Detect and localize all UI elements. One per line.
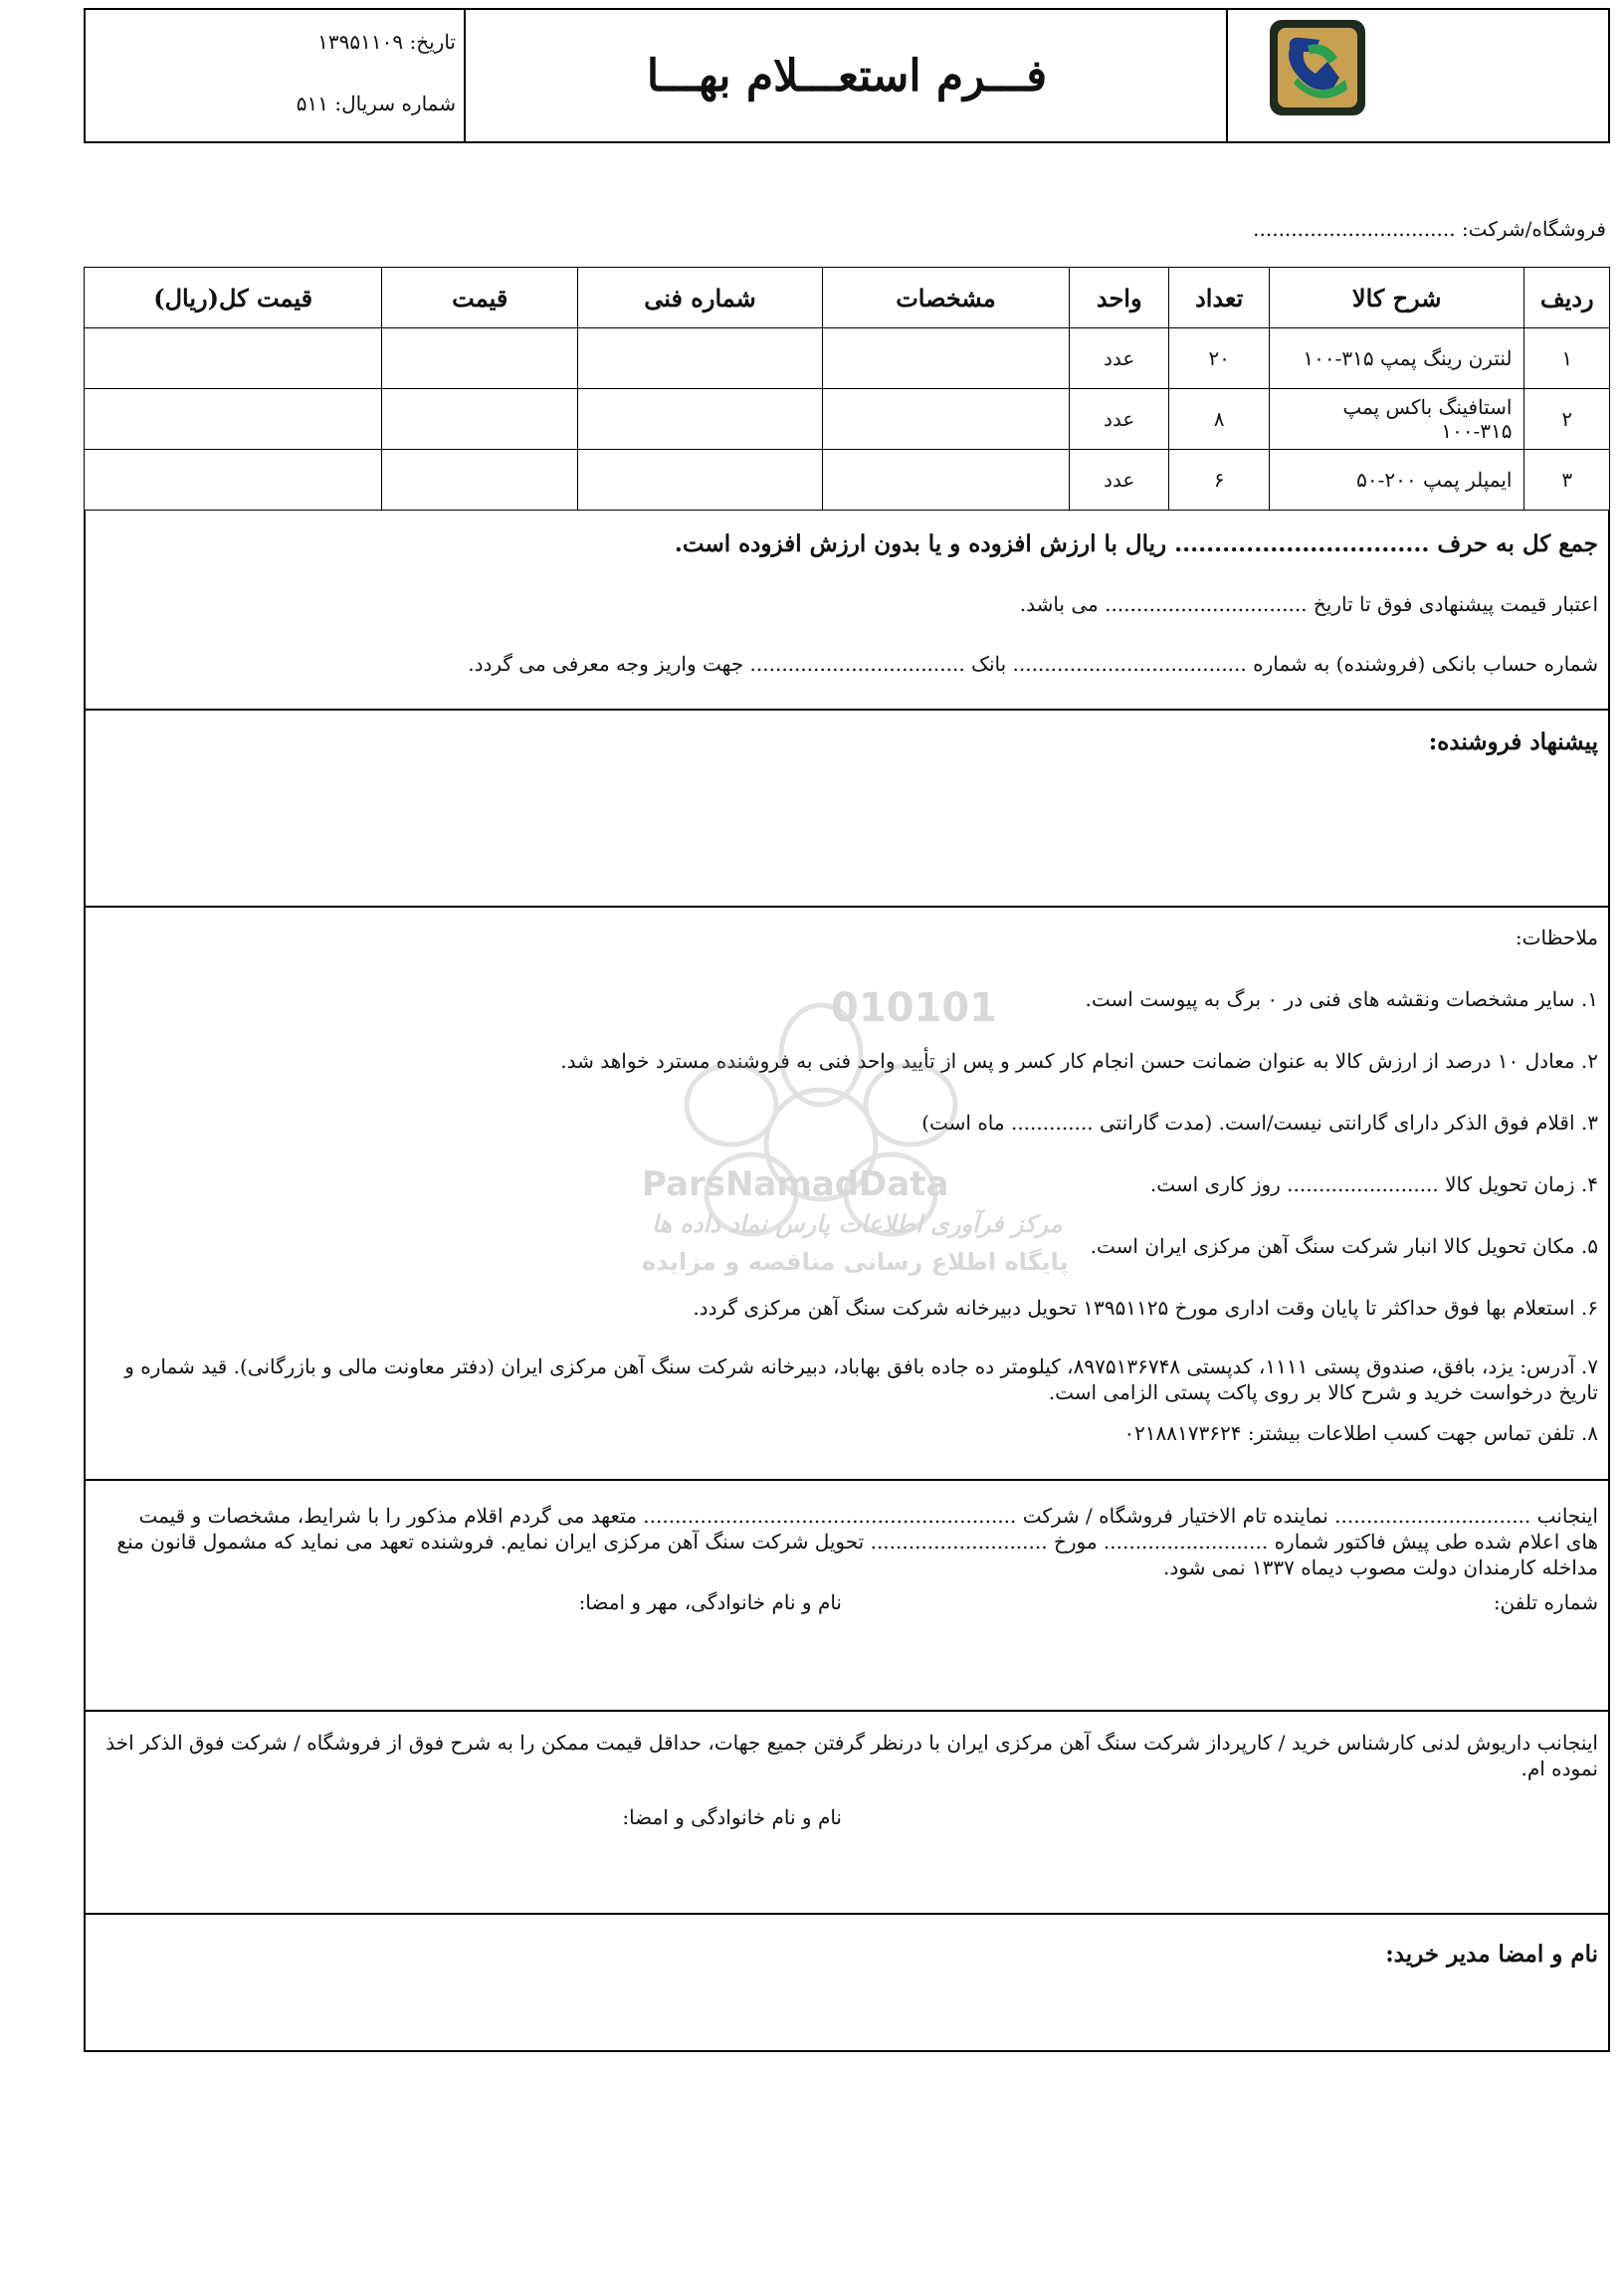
expert-signature[interactable]: نام و نام خانوادگی و امضا: — [622, 1805, 842, 1829]
meta-cell — [86, 10, 468, 141]
item-specs-cell[interactable] — [822, 328, 1069, 389]
company-line[interactable]: فروشگاه/شرکت: ................................ — [1253, 217, 1606, 241]
table-header-row — [85, 268, 1610, 328]
header-quantity: تعداد — [1169, 268, 1269, 328]
table-row — [85, 450, 1610, 511]
expert-text: اینجانب داریوش لدنی کارشناس خرید / کارپرداز شرکت سنگ آهن مرکزی ایران با درنظر گرفتن جمیع جهات، حداقل قیمت ممکن را به شرح فوق از فروشگاه / شرکت فوق الذکر اخذ نموده ام. — [105, 1731, 1598, 1780]
totals-section — [84, 511, 1610, 711]
header-price: قیمت — [382, 268, 578, 328]
row-number: ۲ — [1524, 389, 1610, 450]
note-item: ۳. اقلام فوق الذکر دارای گارانتی نیست/است. (مدت گارانتی ............. ماه است) — [921, 1111, 1598, 1135]
table-row — [85, 328, 1610, 389]
title-cell — [464, 10, 1228, 141]
form-title: فـــرم استعـــلام بهـــا — [646, 50, 1048, 102]
watermark-digits: 010101 — [831, 985, 997, 1031]
logo-cell — [1226, 10, 1608, 141]
item-specs-cell[interactable] — [822, 389, 1069, 450]
note-item: ۲. معادل ۱۰ درصد از ارزش کالا به عنوان ضمانت حسن انجام کار کسر و پس از تأیید واحد فنی به فروشنده مسترد خواهد شد. — [560, 1049, 1598, 1073]
item-unit: عدد — [1069, 328, 1168, 389]
header-description: شرح کالا — [1269, 268, 1524, 328]
sum-in-words[interactable]: جمع کل به حرف ................................ ریال با ارزش افزوده و یا بدون ارزش افزوده است. — [674, 530, 1598, 557]
row-number: ۱ — [1524, 328, 1610, 389]
item-description: ایمپلر پمپ ۲۰۰-۵۰ — [1269, 450, 1524, 511]
row-number: ۳ — [1524, 450, 1610, 511]
watermark — [632, 985, 1069, 1304]
item-description: لنترن رینگ پمپ ۳۱۵-۱۰۰ — [1269, 328, 1524, 389]
item-specs-cell[interactable] — [822, 450, 1069, 511]
item-description: استافینگ باکس پمپ ۳۱۵-۱۰۰ — [1269, 389, 1524, 450]
item-price-cell[interactable] — [382, 450, 578, 511]
pledge-text[interactable]: اینجانب ............................... نماینده تام الاختیار فروشگاه / شرکت ........................................................... متعهد می گردم اقلام مذکور را با شرایط، مشخصات و قیمت های اعلام شده طی پیش فاکتور شماره .......................... مورخ ............................ تحویل شرکت سنگ آهن مرکزی ایران نمایم. فروشنده تعهد می نماید که مشمول قانون منع مداخله کارمندان دولت مصوب دیماه ۱۳۳۷ نمی شود. — [116, 1504, 1598, 1579]
company-logo-icon — [1268, 18, 1367, 117]
note-item: ۵. مکان تحویل کالا انبار شرکت سنگ آهن مرکزی ایران است. — [1090, 1234, 1598, 1258]
watermark-brand: ParsNamadData — [642, 1164, 949, 1204]
note-item: ۸. تلفن تماس جهت کسب اطلاعات بیشتر: ۰۲۱۸۸۱۷۳۶۲۴ — [1123, 1421, 1598, 1445]
item-tech-number-cell[interactable] — [578, 450, 823, 511]
item-total-cell[interactable] — [85, 450, 382, 511]
watermark-line1: مرکز فرآوری اطلاعات پارس نماد داده ها — [652, 1210, 1063, 1238]
item-price-cell[interactable] — [382, 328, 578, 389]
pledge-section — [84, 1481, 1610, 1712]
purchase-manager-section[interactable] — [84, 1915, 1610, 2052]
item-unit: عدد — [1069, 389, 1168, 450]
item-price-cell[interactable] — [382, 389, 578, 450]
header-specs: مشخصات — [822, 268, 1069, 328]
note-item: ۶. استعلام بها فوق حداکثر تا پایان وقت اداری مورخ ۱۳۹۵۱۱۲۵ تحویل دبیرخانه شرکت سنگ آهن مرکزی گردد. — [693, 1296, 1598, 1320]
date-label: تاریخ: ۱۳۹۵۱۱۰۹ — [317, 30, 456, 54]
header-tech-number: شماره فنی — [578, 268, 823, 328]
item-quantity: ۸ — [1169, 389, 1269, 450]
table-row — [85, 389, 1610, 450]
price-validity[interactable]: اعتبار قیمت پیشنهادی فوق تا تاریخ ................................ می باشد. — [1019, 592, 1598, 616]
item-total-cell[interactable] — [85, 328, 382, 389]
item-quantity: ۶ — [1169, 450, 1269, 511]
item-tech-number-cell[interactable] — [578, 389, 823, 450]
pledge-phone[interactable]: شماره تلفن: — [1493, 1590, 1598, 1614]
item-quantity: ۲۰ — [1169, 328, 1269, 389]
header-unit: واحد — [1069, 268, 1168, 328]
note-item: ۷. آدرس: یزد، بافق، صندوق پستی ۱۱۱۱، کدپستی ۸۹۷۵۱۳۶۷۴۸، کیلومتر ده جاده بافق بهاباد، دبیرخانه شرکت سنگ آهن مرکزی ایران (دفتر معاونت مالی و بازرگانی). قید شماره و تاریخ درخواست خرید و شرح کالا بر روی پاکت پستی الزامی است. — [124, 1354, 1598, 1404]
header-row-no: ردیف — [1524, 268, 1610, 328]
notes-title: ملاحظات: — [1515, 926, 1598, 949]
form-header — [84, 8, 1610, 143]
item-unit: عدد — [1069, 450, 1168, 511]
seller-offer-label: پیشنهاد فروشنده: — [1428, 728, 1598, 755]
header-total-price: قیمت کل(ریال) — [85, 268, 382, 328]
pledge-signature[interactable]: نام و نام خانوادگی، مهر و امضا: — [578, 1590, 842, 1614]
purchasing-expert-section — [84, 1712, 1610, 1915]
item-tech-number-cell[interactable] — [578, 328, 823, 389]
watermark-line2: پایگاه اطلاع رسانی مناقصه و مزایده — [642, 1248, 1069, 1276]
items-table — [84, 267, 1610, 511]
seller-offer-section[interactable] — [84, 711, 1610, 908]
serial-label: شماره سریال: ۵۱۱ — [296, 92, 456, 115]
item-total-cell[interactable] — [85, 389, 382, 450]
manager-signature-label: نام و امضا مدیر خرید: — [1385, 1941, 1598, 1968]
bank-account[interactable]: شماره حساب بانکی (فروشنده) به شماره ..................................... بانک .................................. جهت واریز وجه معرفی می گردد. — [468, 652, 1598, 676]
note-item: ۱. سایر مشخصات ونقشه های فنی در ۰ برگ به پیوست است. — [1085, 987, 1598, 1011]
note-item: ۴. زمان تحویل کالا ........................ روز کاری است. — [1149, 1172, 1598, 1196]
